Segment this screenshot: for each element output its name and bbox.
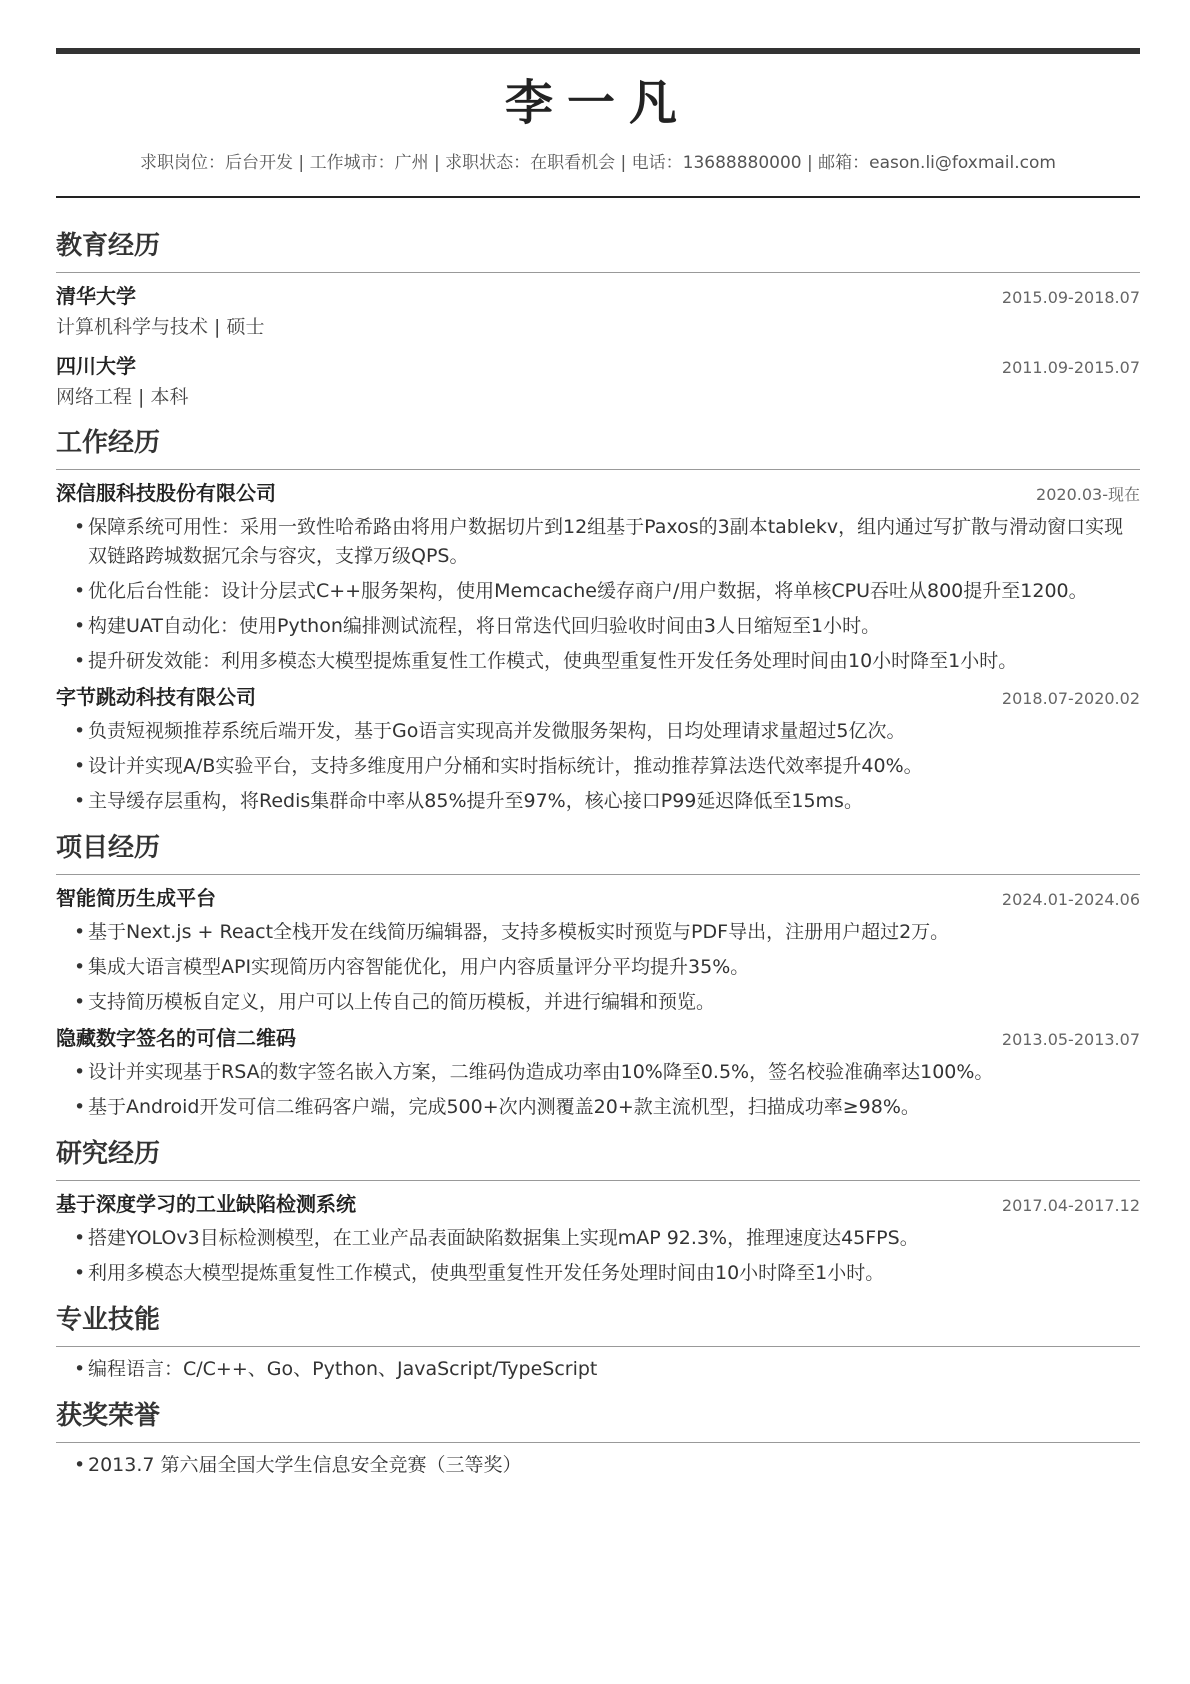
section-divider bbox=[56, 469, 1140, 470]
resume-content bbox=[56, 214, 1140, 1486]
school-name: 清华大学 bbox=[56, 284, 136, 308]
section-title-research: 研究经历 bbox=[56, 1139, 161, 1169]
section-divider bbox=[56, 874, 1140, 875]
section-title-education: 教育经历 bbox=[56, 231, 161, 261]
candidate-name: 李一凡 bbox=[504, 75, 691, 131]
entry-date: 2018.07-2020.02 bbox=[1001, 689, 1140, 708]
header-divider bbox=[56, 196, 1140, 198]
bullet-list bbox=[56, 1058, 1140, 1122]
top-rule bbox=[56, 48, 1140, 54]
project-entry bbox=[56, 1023, 1140, 1122]
entry-date: 2024.01-2024.06 bbox=[1001, 890, 1140, 909]
research-entry bbox=[56, 1189, 1140, 1288]
awards-section bbox=[56, 1398, 1140, 1480]
work-entry bbox=[56, 478, 1140, 676]
bullet-item: • 构建UAT自动化：使用Python编排测试流程，将日常迭代回归验收时间由3人日缩短至1小时。 bbox=[76, 612, 1140, 641]
entry-date: 2013.05-2013.07 bbox=[1001, 1030, 1140, 1049]
education-section bbox=[56, 228, 1140, 411]
section-divider bbox=[56, 1442, 1140, 1443]
bullet-item: • 优化后台性能：设计分层式C++服务架构，使用Memcache缓存商户/用户数据，将单核CPU吞吐从800提升至1200。 bbox=[76, 577, 1140, 606]
research-name: 基于深度学习的工业缺陷检测系统 bbox=[56, 1192, 356, 1216]
bullet-item: • 支持简历模板自定义，用户可以上传自己的简历模板，并进行编辑和预览。 bbox=[76, 988, 1140, 1017]
projects-section bbox=[56, 830, 1140, 1122]
section-divider bbox=[56, 1180, 1140, 1181]
education-entry bbox=[56, 351, 1140, 411]
project-entry bbox=[56, 883, 1140, 1017]
bullet-item: • 保障系统可用性：采用一致性哈希路由将用户数据切片到12组基于Paxos的3副本tablekv，组内通过写扩散与滑动窗口实现双链路跨城数据冗余与容灾，支撑万级QPS。 bbox=[76, 513, 1140, 571]
bullet-item: • 基于Next.js + React全栈开发在线简历编辑器，支持多模板实时预览与PDF导出，注册用户超过2万。 bbox=[76, 918, 1140, 947]
bullet-list bbox=[56, 1224, 1140, 1288]
work-entry bbox=[56, 682, 1140, 816]
bullet-item: • 2013.7 第六届全国大学生信息安全竞赛（三等奖） bbox=[76, 1451, 1140, 1480]
bullet-list bbox=[56, 918, 1140, 1017]
company-name: 深信服科技股份有限公司 bbox=[56, 481, 276, 505]
project-name: 智能简历生成平台 bbox=[56, 886, 216, 910]
education-detail: 计算机科学与技术 | 硕士 bbox=[56, 316, 265, 338]
entry-date: 2017.04-2017.12 bbox=[1001, 1196, 1140, 1215]
contact-line: 求职岗位：后台开发 | 工作城市：广州 | 求职状态：在职看机会 | 电话：13688880000 | 邮箱：eason.li@foxmail.com bbox=[140, 153, 1056, 173]
bullet-item: • 搭建YOLOv3目标检测模型，在工业产品表面缺陷数据集上实现mAP 92.3%，推理速度达45FPS。 bbox=[76, 1224, 1140, 1253]
work-section bbox=[56, 425, 1140, 816]
section-title-work: 工作经历 bbox=[56, 428, 161, 458]
entry-date: 2015.09-2018.07 bbox=[1001, 288, 1140, 307]
bullet-item: • 基于Android开发可信二维码客户端，完成500+次内测覆盖20+款主流机型，扫描成功率≥98%。 bbox=[76, 1093, 1140, 1122]
education-entry bbox=[56, 281, 1140, 341]
bullet-item: • 利用多模态大模型提炼重复性工作模式，使典型重复性开发任务处理时间由10小时降至1小时。 bbox=[76, 1259, 1140, 1288]
bullet-list bbox=[56, 513, 1140, 676]
bullet-item: • 提升研发效能：利用多模态大模型提炼重复性工作模式，使典型重复性开发任务处理时间由10小时降至1小时。 bbox=[76, 647, 1140, 676]
bullet-item: • 设计并实现基于RSA的数字签名嵌入方案，二维码伪造成功率由10%降至0.5%，签名校验准确率达100%。 bbox=[76, 1058, 1140, 1087]
entry-date: 2011.09-2015.07 bbox=[1001, 358, 1140, 377]
research-section bbox=[56, 1136, 1140, 1288]
section-title-skills: 专业技能 bbox=[56, 1305, 161, 1335]
bullet-item: • 设计并实现A/B实验平台，支持多维度用户分桶和实时指标统计，推动推荐算法迭代效率提升40%。 bbox=[76, 752, 1140, 781]
section-title-projects: 项目经历 bbox=[56, 833, 161, 863]
bullet-item: • 集成大语言模型API实现简历内容智能优化，用户内容质量评分平均提升35%。 bbox=[76, 953, 1140, 982]
section-title-awards: 获奖荣誉 bbox=[56, 1401, 161, 1431]
education-detail: 网络工程 | 本科 bbox=[56, 386, 189, 408]
bullet-list bbox=[56, 1355, 1140, 1384]
bullet-item: • 负责短视频推荐系统后端开发，基于Go语言实现高并发微服务架构，日均处理请求量超过5亿次。 bbox=[76, 717, 1140, 746]
entry-date: 2020.03-现在 bbox=[1036, 485, 1140, 504]
section-divider bbox=[56, 272, 1140, 273]
section-divider bbox=[56, 1346, 1140, 1347]
bullet-list bbox=[56, 1451, 1140, 1480]
skills-section bbox=[56, 1302, 1140, 1384]
bullet-item: • 主导缓存层重构，将Redis集群命中率从85%提升至97%，核心接口P99延迟降低至15ms。 bbox=[76, 787, 1140, 816]
company-name: 字节跳动科技有限公司 bbox=[56, 685, 256, 709]
project-name: 隐藏数字签名的可信二维码 bbox=[56, 1026, 296, 1050]
bullet-item: • 编程语言：C/C++、Go、Python、JavaScript/TypeScript bbox=[76, 1355, 1140, 1384]
school-name: 四川大学 bbox=[56, 354, 136, 378]
bullet-list bbox=[56, 717, 1140, 816]
